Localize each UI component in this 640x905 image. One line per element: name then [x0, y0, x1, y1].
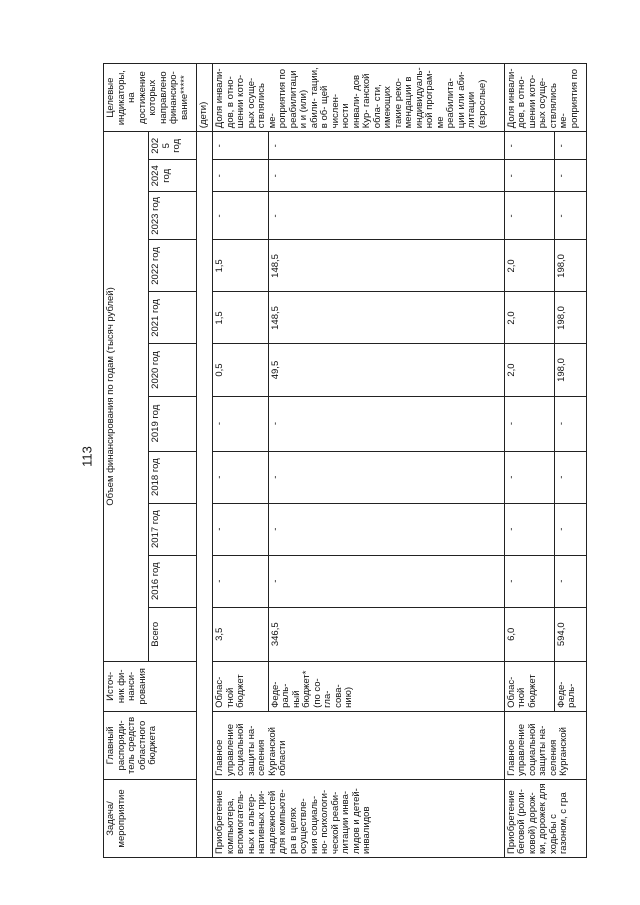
- value-cell: -: [268, 555, 504, 607]
- total-cell: 6,0: [504, 607, 554, 661]
- source-cell: Феде- раль- ный бюджет* (по со- гла- сова- нию): [268, 661, 504, 711]
- value-cell: 148,5: [268, 240, 504, 292]
- header-year: 2016 год: [149, 555, 197, 607]
- manager-cell: Главное управление социальной защиты на- селения Курганской области: [213, 711, 504, 779]
- value-cell: -: [268, 132, 504, 160]
- value-cell: -: [554, 451, 586, 503]
- value-cell: -: [213, 192, 268, 240]
- value-cell: -: [213, 396, 268, 451]
- value-cell: -: [554, 192, 586, 240]
- header-source: Источ- ник фи- нанси- рования: [104, 661, 197, 711]
- header-indicators: Целевые индикаторы, на достижение которых направлено финансиро- вание*****: [104, 64, 197, 132]
- value-cell: -: [504, 451, 554, 503]
- indicator-children: (дети): [197, 64, 213, 132]
- value-cell: 1,5: [213, 292, 268, 344]
- value-cell: -: [504, 132, 554, 160]
- value-cell: -: [554, 396, 586, 451]
- value-cell: 148,5: [268, 292, 504, 344]
- header-year: 202 5 год: [149, 132, 197, 160]
- task-cell: Приобретение компьютера, вспомогатель- ных и альтер- нативных при- надлежностей для компьюте- ра в целях осуществле- ния социаль- но- психологи- ческой реаби- литации инва- лидов и детей- инвалидов: [213, 779, 504, 857]
- header-funding: Объем финансирования по годам (тысяч рублей): [104, 132, 149, 662]
- indicator-cell: Доля инвали- дов, в отно- шении кото- рых осуще- ствлялись ме- роприятия по: [504, 64, 586, 132]
- value-cell: 49,5: [268, 344, 504, 396]
- total-cell: 346,5: [268, 607, 504, 661]
- value-cell: -: [504, 160, 554, 192]
- value-cell: 2,0: [504, 292, 554, 344]
- value-cell: 2,0: [504, 344, 554, 396]
- value-cell: -: [213, 451, 268, 503]
- spacer-row: [197, 132, 213, 858]
- value-cell: 198,0: [554, 292, 586, 344]
- value-cell: -: [554, 132, 586, 160]
- source-cell: Облас- тной бюджет: [504, 661, 554, 711]
- source-cell: Феде- раль-: [554, 661, 586, 711]
- value-cell: 198,0: [554, 240, 586, 292]
- value-cell: 198,0: [554, 344, 586, 396]
- value-cell: -: [554, 160, 586, 192]
- value-cell: -: [554, 555, 586, 607]
- header-year: 2022 год: [149, 240, 197, 292]
- value-cell: -: [268, 451, 504, 503]
- total-cell: 594,0: [554, 607, 586, 661]
- rotated-table-container: [103, 63, 587, 858]
- value-cell: -: [268, 396, 504, 451]
- header-year: 2019 год: [149, 396, 197, 451]
- header-year: 2018 год: [149, 451, 197, 503]
- value-cell: -: [213, 555, 268, 607]
- header-year: 2023 год: [149, 192, 197, 240]
- total-cell: 3,5: [213, 607, 268, 661]
- value-cell: -: [213, 132, 268, 160]
- value-cell: -: [554, 503, 586, 555]
- manager-cell: Главное управление социальной защиты на- селения Курганской: [504, 711, 586, 779]
- funding-table: [103, 63, 587, 858]
- value-cell: -: [268, 192, 504, 240]
- header-task: Задача/ мероприятие: [104, 779, 197, 857]
- header-year: 2017 год: [149, 503, 197, 555]
- value-cell: -: [504, 192, 554, 240]
- indicator-cell: Доля инвали- дов, в отно- шении кото- рых осуще- ствлялись ме- роприятия по реабилитации и (или) абили- тации, в об- щей числен- ности инвали- дов Кур- ганской обла- сти, имеющих такие реко- мендации в индивидуаль- ной програм- ме реабилита- ции или аби- литации (взрослые): [213, 64, 504, 132]
- value-cell: -: [504, 503, 554, 555]
- header-year: 2020 год: [149, 344, 197, 396]
- header-year: 2024 год: [149, 160, 197, 192]
- header-total: Всего: [149, 607, 197, 661]
- task-cell: Приобретение беговой (роли- ковой) дорож- ки, дорожек для ходьбы с газоном, с гра: [504, 779, 586, 857]
- value-cell: -: [268, 160, 504, 192]
- value-cell: 1,5: [213, 240, 268, 292]
- value-cell: -: [504, 396, 554, 451]
- value-cell: -: [213, 160, 268, 192]
- source-cell: Облас- тной бюджет: [213, 661, 268, 711]
- value-cell: -: [268, 503, 504, 555]
- value-cell: 0,5: [213, 344, 268, 396]
- header-manager: Главный распоряди- тель средств областного бюджета: [104, 711, 197, 779]
- value-cell: 2,0: [504, 240, 554, 292]
- value-cell: -: [213, 503, 268, 555]
- page-number: 113: [79, 446, 95, 467]
- value-cell: -: [504, 555, 554, 607]
- header-year: 2021 год: [149, 292, 197, 344]
